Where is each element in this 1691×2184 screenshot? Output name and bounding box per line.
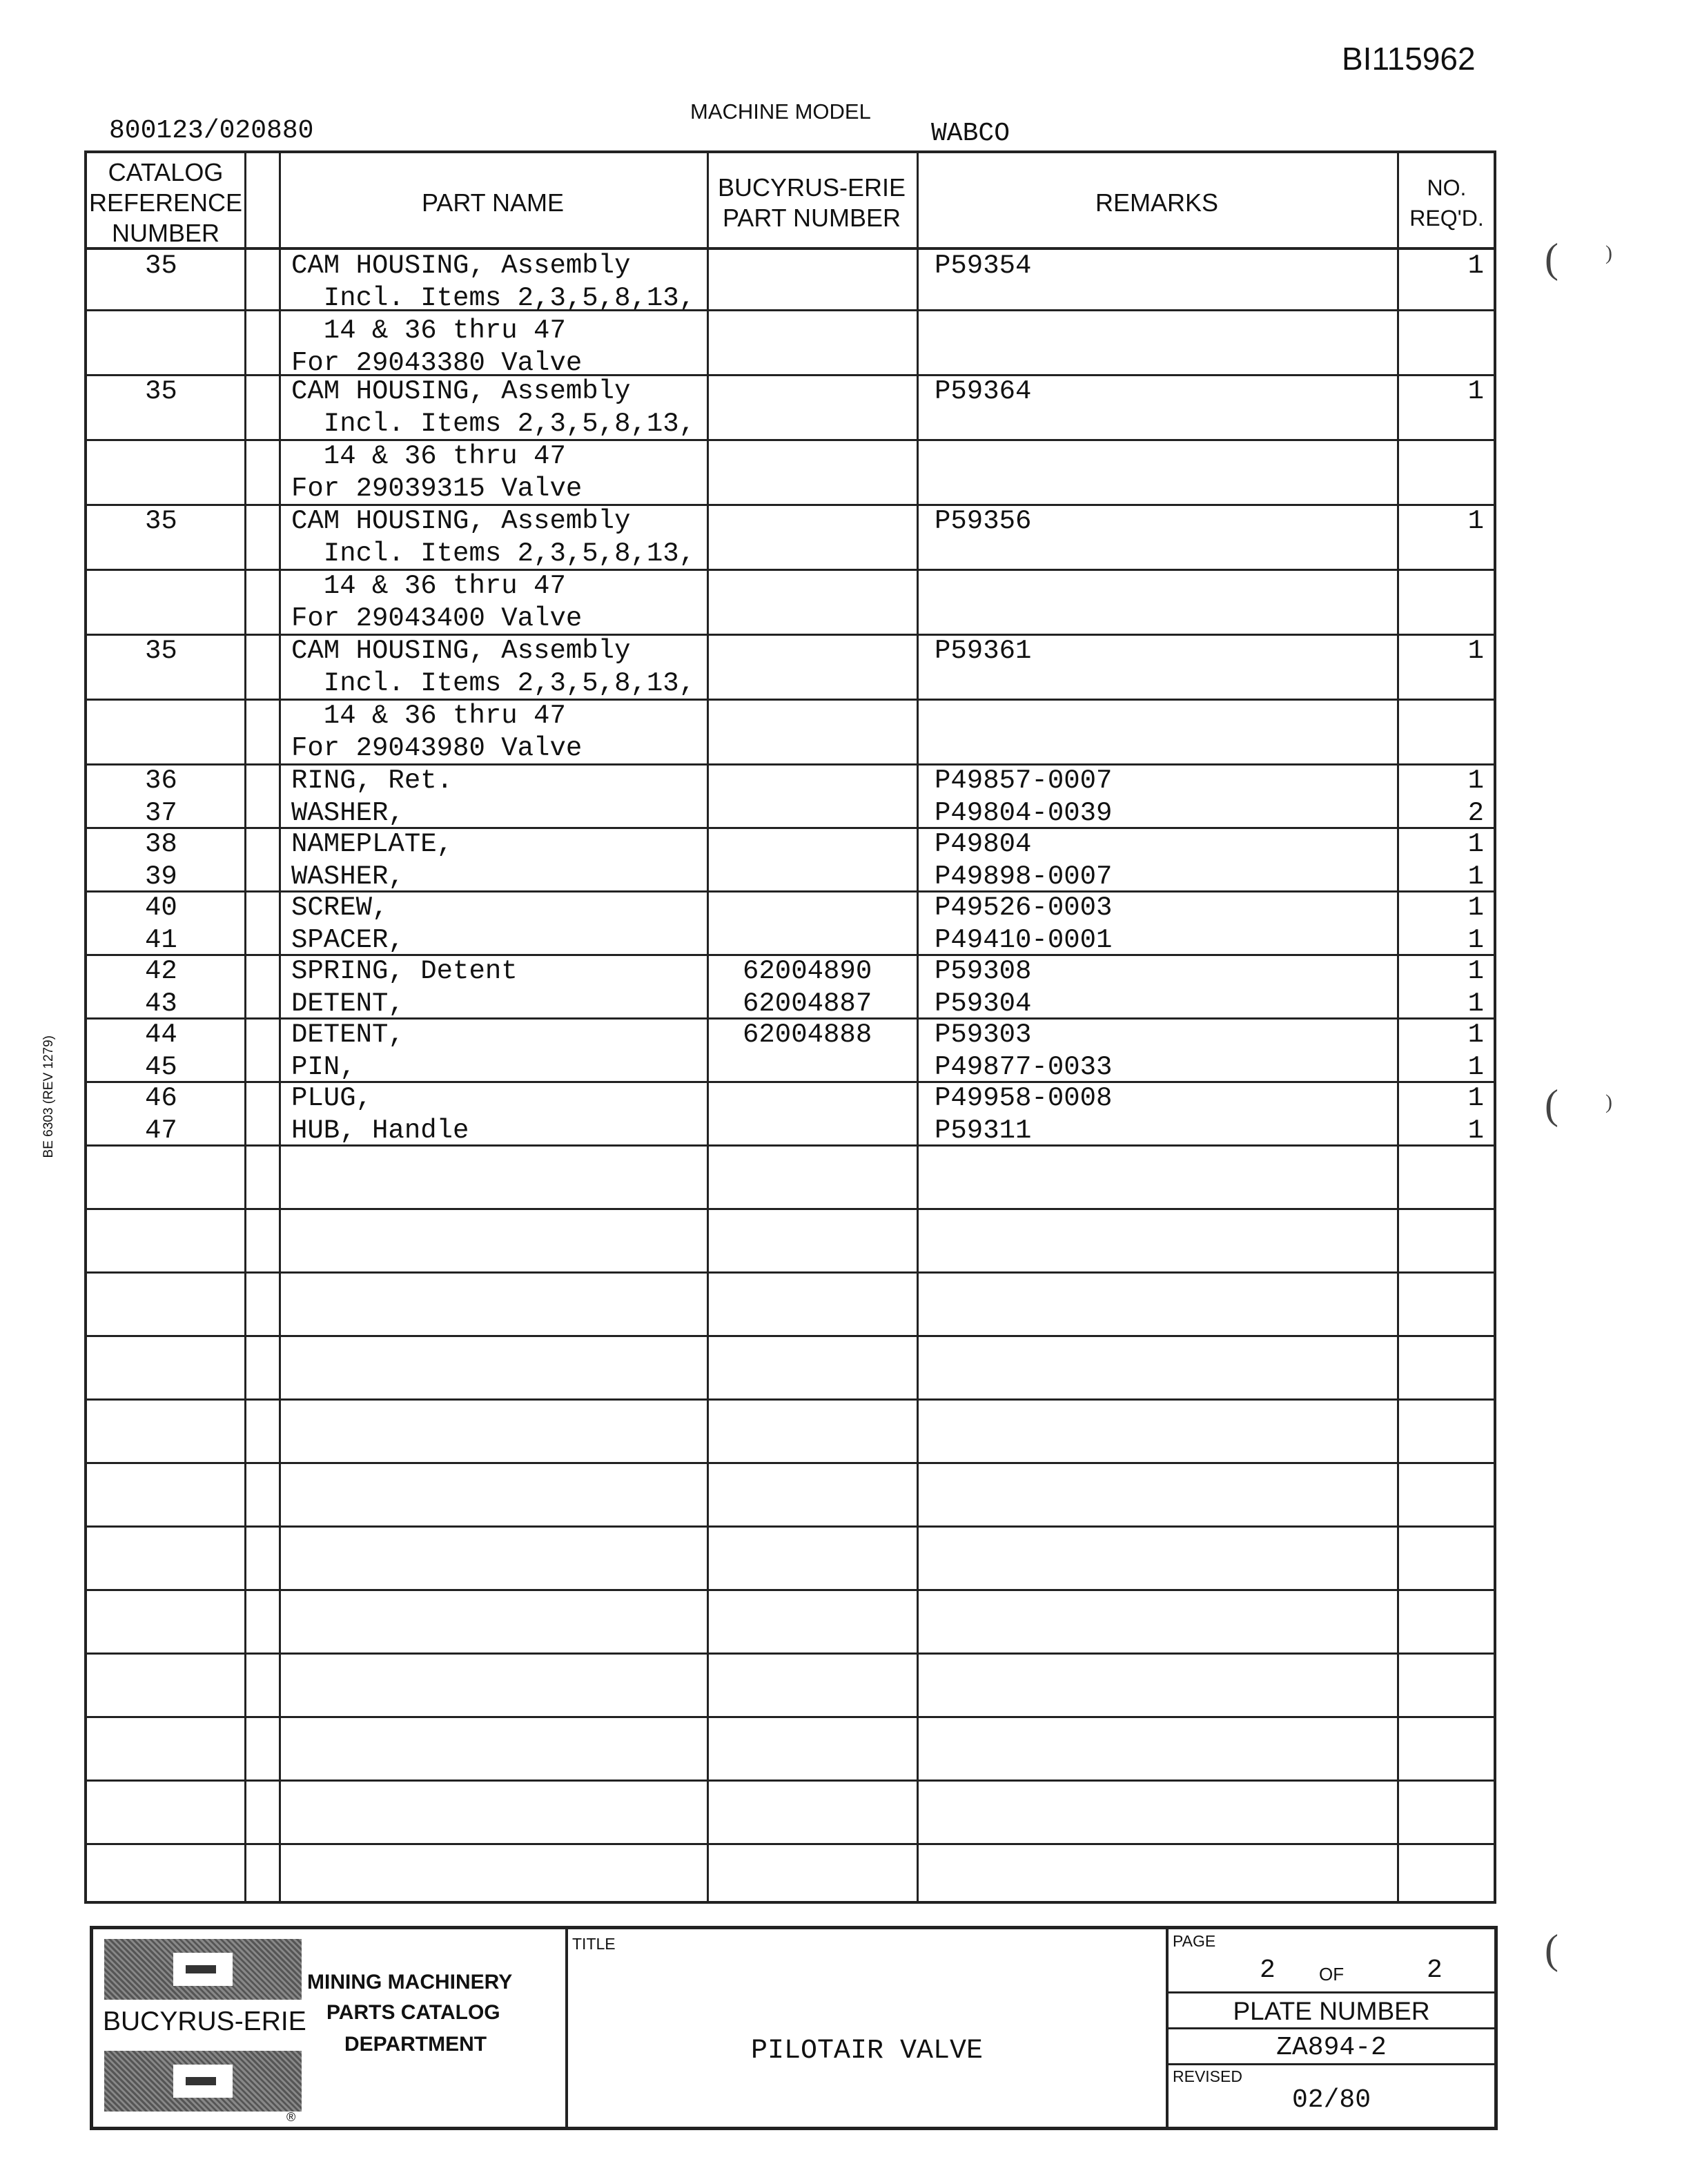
part-name: PLUG, HUB, Handle	[291, 1083, 469, 1146]
catalog-ref: 35	[145, 376, 177, 407]
registered-mark: ®	[286, 2110, 296, 2124]
plate-number: ZA894-2	[1276, 2033, 1387, 2063]
part-name: RING, Ret. WASHER,	[291, 766, 453, 828]
title-label: TITLE	[572, 1935, 616, 1953]
row-divider	[87, 1398, 1494, 1401]
company-logo	[104, 2051, 302, 2112]
qty-required: 1 1	[1467, 893, 1484, 955]
machine-model-label: MACHINE MODEL	[690, 99, 871, 124]
row-divider	[87, 1335, 1494, 1337]
remarks: P49958-0008 P59311	[935, 1083, 1113, 1146]
title-block-divider	[1169, 2027, 1494, 2029]
header-no-reqd: NO. REQ'D.	[1409, 175, 1484, 231]
catalog-ref: 35	[145, 506, 177, 536]
part-name: CAM HOUSING, Assembly Incl. Items 2,3,5,8,13, 14 & 36 thru 47 For 29039315 Valve	[291, 376, 696, 504]
qty-required: 1 1	[1467, 1020, 1484, 1082]
title-block-divider	[1169, 2063, 1494, 2065]
header-code: 800123/020880	[109, 116, 314, 146]
page-number: 2	[1260, 1956, 1275, 1985]
machine-model-value: WABCO	[931, 119, 1010, 148]
part-name: SPRING, Detent DETENT,	[291, 956, 518, 1019]
catalog-ref: 40 41	[145, 893, 177, 955]
margin-mark: (	[1545, 1927, 1558, 1972]
remarks: P59303 P49877-0033	[935, 1020, 1113, 1082]
catalog-ref: 38 39	[145, 829, 177, 892]
row-divider	[87, 1462, 1494, 1464]
remarks: P49857-0007 P49804-0039	[935, 766, 1113, 828]
catalog-ref: 44 45	[145, 1020, 177, 1082]
remarks: P59354	[935, 251, 1032, 281]
company-name: BUCYRUS-ERIE	[103, 2007, 306, 2036]
title-block-divider	[1169, 1991, 1494, 1993]
page-label: PAGE	[1173, 1932, 1216, 1950]
page-of-label: OF	[1319, 1964, 1345, 1985]
row-divider	[87, 1525, 1494, 1528]
qty-required: 1 2	[1467, 766, 1484, 828]
row-divider	[87, 1780, 1494, 1782]
row-divider	[87, 1271, 1494, 1274]
remarks: P49526-0003 P49410-0001	[935, 893, 1113, 955]
document-id: BI115962	[1342, 41, 1476, 77]
row-divider	[87, 1652, 1494, 1655]
qty-required: 1 1	[1467, 1083, 1484, 1146]
header-remarks: REMARKS	[1095, 188, 1219, 217]
title-block-divider	[565, 1929, 568, 2127]
title-block	[90, 1926, 1498, 2130]
remarks: P59308 P59304	[935, 956, 1032, 1019]
row-divider	[87, 1716, 1494, 1718]
department-line2: PARTS CATALOG	[326, 2001, 500, 2024]
revised-label: REVISED	[1173, 2067, 1242, 2085]
column-divider	[244, 153, 246, 1901]
parts-table	[84, 150, 1496, 1904]
qty-required: 1	[1467, 636, 1484, 666]
remarks: P59361	[935, 636, 1032, 666]
qty-required: 1	[1467, 506, 1484, 536]
row-divider	[87, 1589, 1494, 1591]
column-divider	[917, 153, 919, 1901]
column-divider	[707, 153, 709, 1901]
part-name: DETENT, PIN,	[291, 1020, 404, 1082]
column-divider	[279, 153, 281, 1901]
catalog-ref: 42 43	[145, 956, 177, 1019]
remarks: P49804 P49898-0007	[935, 829, 1113, 892]
remarks: P59356	[935, 506, 1032, 536]
part-name: NAMEPLATE, WASHER,	[291, 829, 453, 892]
row-divider	[87, 1208, 1494, 1210]
part-name: CAM HOUSING, Assembly Incl. Items 2,3,5,8,13, 14 & 36 thru 47 For 29043380 Valve	[291, 251, 696, 378]
be-part-number: 62004890 62004887	[743, 956, 872, 1019]
part-name: SCREW, SPACER,	[291, 893, 404, 955]
margin-mark: )	[1605, 242, 1612, 264]
catalog-ref: 35	[145, 636, 177, 666]
document-title: PILOTAIR VALVE	[750, 2036, 984, 2067]
part-name: CAM HOUSING, Assembly Incl. Items 2,3,5,8,13, 14 & 36 thru 47 For 29043400 Valve	[291, 506, 696, 634]
qty-required: 1 1	[1467, 829, 1484, 892]
catalog-ref: 35	[145, 251, 177, 281]
plate-number-label: PLATE NUMBER	[1233, 1997, 1430, 2025]
department-line3: DEPARTMENT	[344, 2033, 487, 2056]
part-name: CAM HOUSING, Assembly Incl. Items 2,3,5,8,13, 14 & 36 thru 47 For 29043980 Valve	[291, 636, 696, 763]
revised-date: 02/80	[1291, 2085, 1371, 2115]
catalog-ref: 46 47	[145, 1083, 177, 1146]
margin-mark: (	[1545, 235, 1558, 281]
page-total: 2	[1427, 1956, 1443, 1985]
be-part-number: 62004888	[743, 1020, 872, 1050]
qty-required: 1 1	[1467, 956, 1484, 1019]
catalog-ref: 36 37	[145, 766, 177, 828]
qty-required: 1	[1467, 251, 1484, 281]
qty-required: 1	[1467, 376, 1484, 407]
remarks: P59364	[935, 376, 1032, 407]
department-line1: MINING MACHINERY	[307, 1971, 513, 1993]
header-catalog-ref: CATALOG REFERENCE NUMBER	[88, 158, 243, 247]
row-divider	[87, 1843, 1494, 1845]
company-logo	[104, 1939, 302, 2000]
header-be-part-number: BUCYRUS-ERIE PART NUMBER	[717, 173, 906, 232]
form-revision-label: BE 6303 (REV 1279)	[41, 1035, 56, 1158]
margin-mark: (	[1545, 1082, 1558, 1127]
margin-mark: )	[1605, 1091, 1612, 1113]
header-part-name: PART NAME	[421, 188, 565, 217]
